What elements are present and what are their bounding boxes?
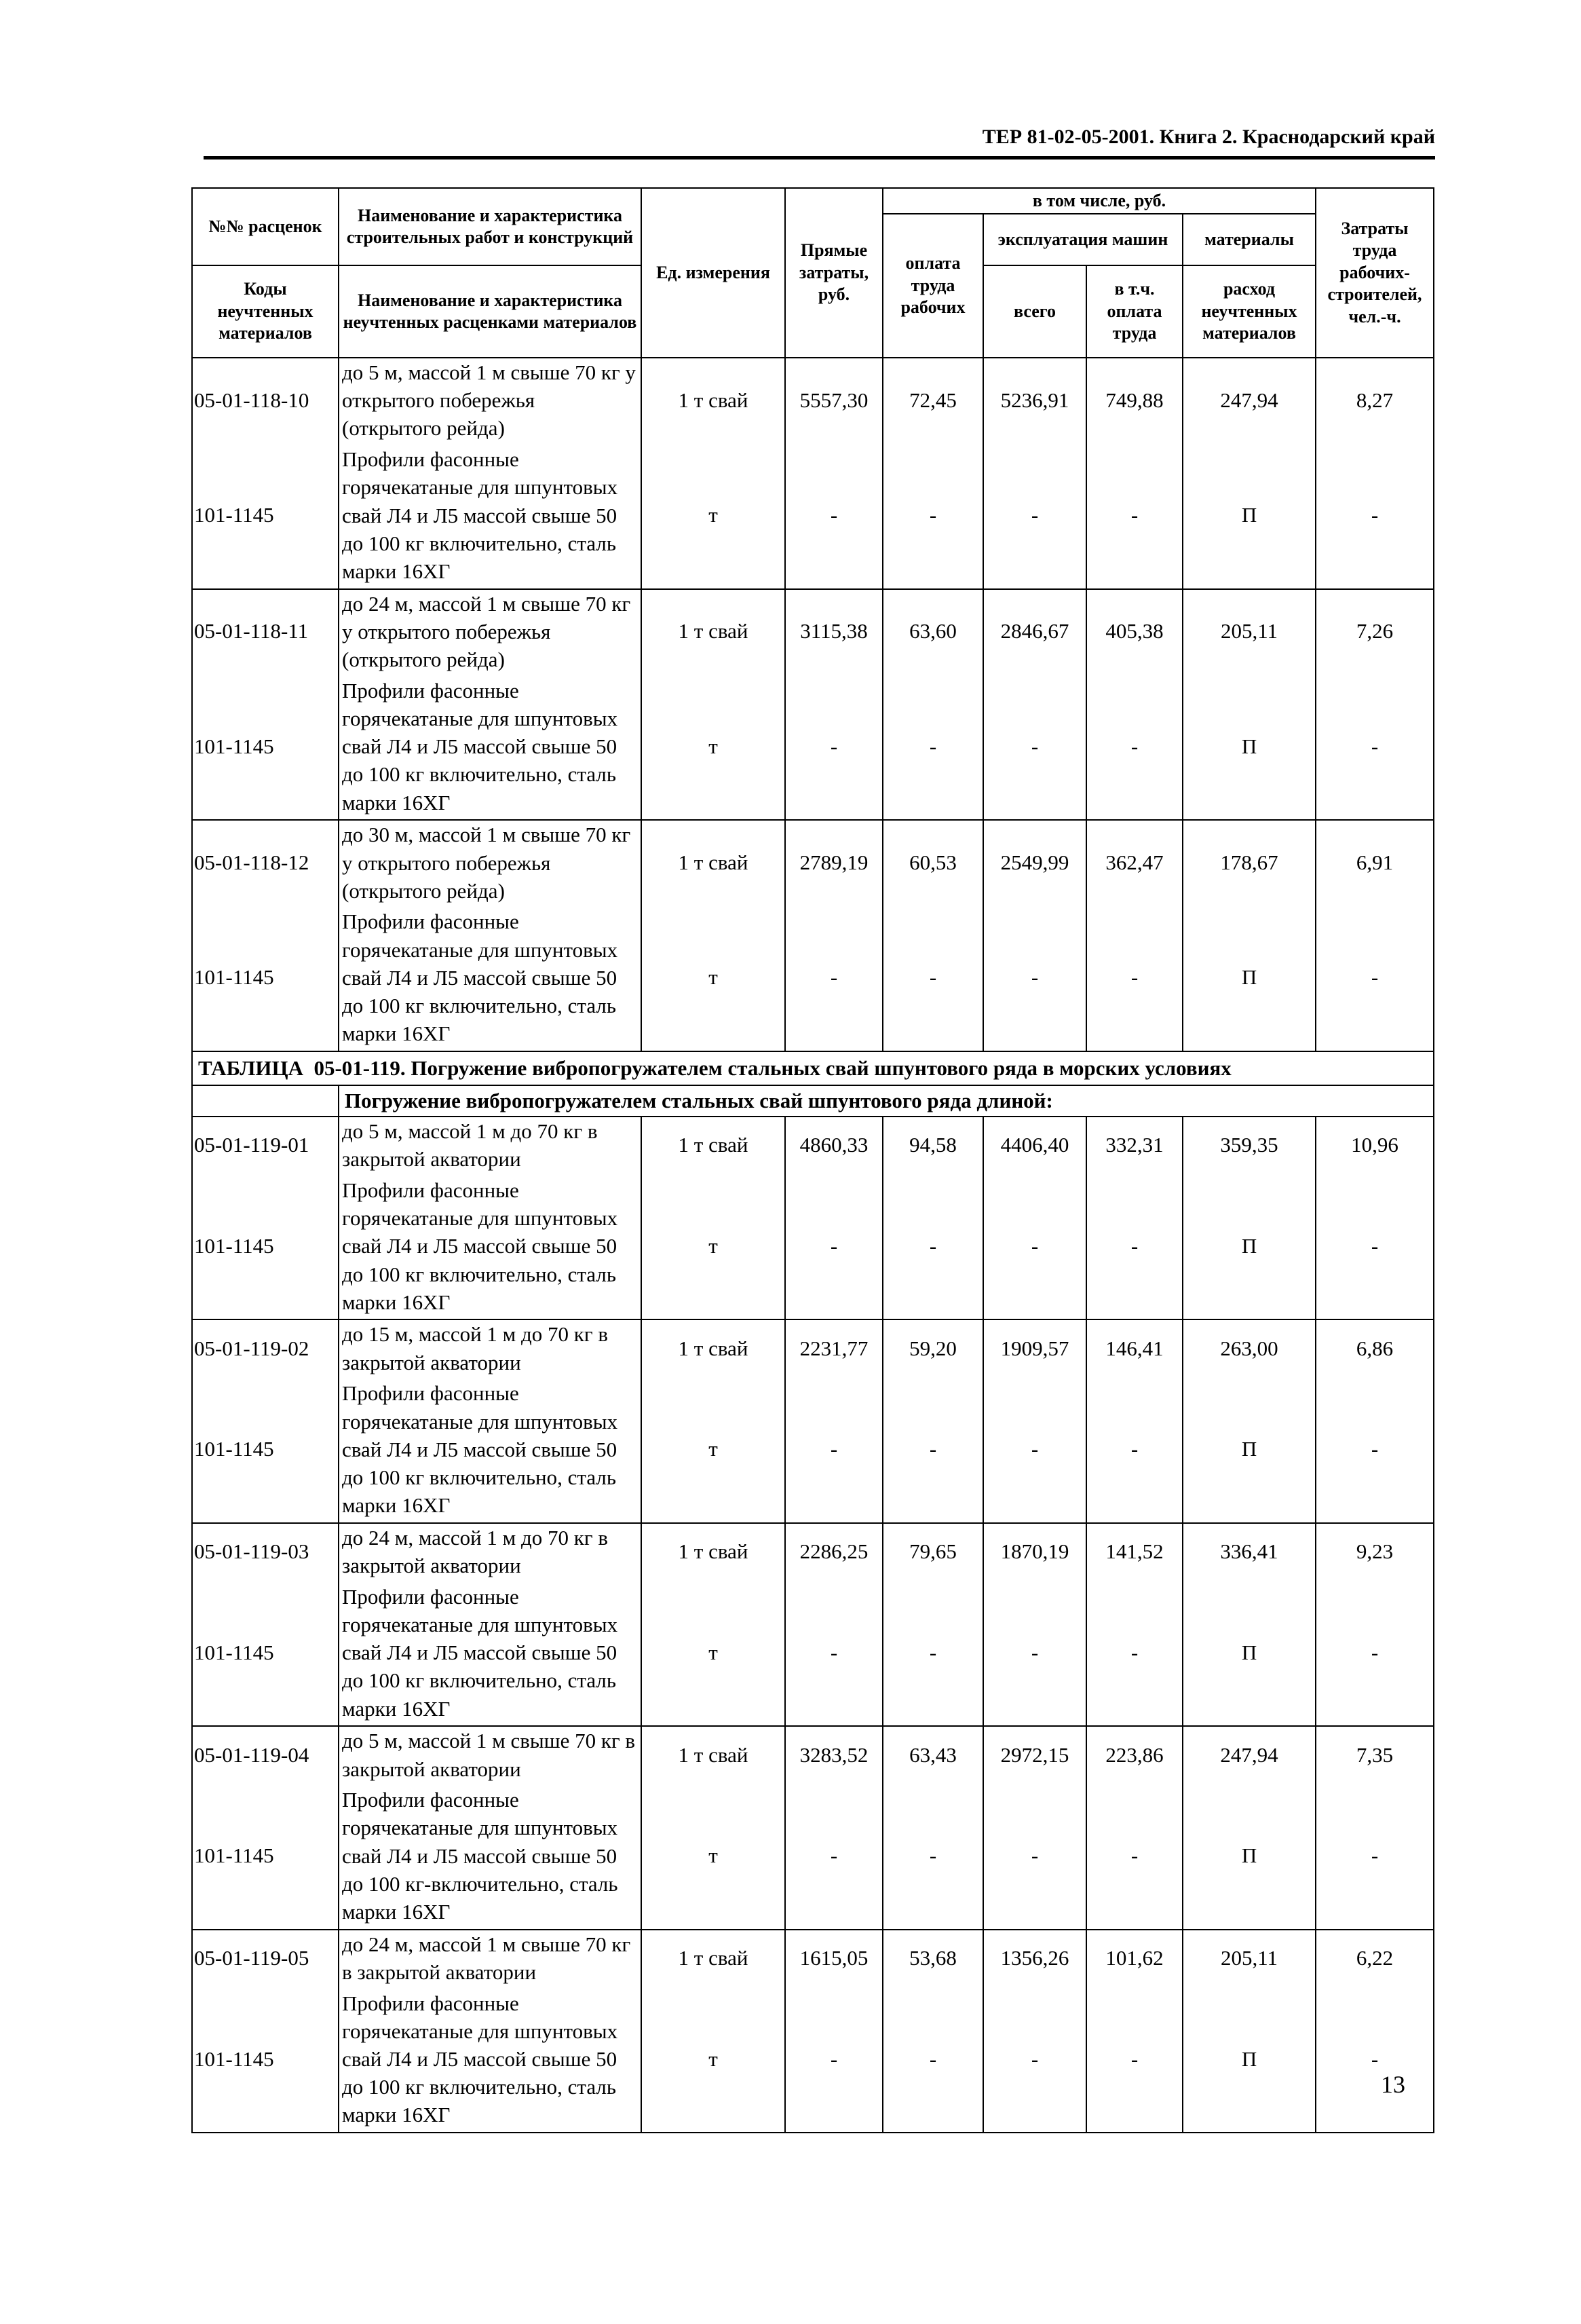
material-code: 101-1145 <box>192 905 339 1051</box>
material-consumption: П <box>1183 1376 1316 1523</box>
material-labor: - <box>1316 1579 1434 1726</box>
material-labor: - <box>1316 1986 1434 2133</box>
rate-unit: 1 т свай <box>641 1726 785 1782</box>
material-unit: т <box>641 1579 785 1726</box>
rate-code: 05-01-119-03 <box>192 1523 339 1579</box>
material-machines-wages: - <box>1086 1376 1183 1523</box>
material-code: 101-1145 <box>192 1376 339 1523</box>
rate-row <box>192 589 1434 674</box>
rows-table-118 <box>192 358 1434 1051</box>
material-labor: - <box>1316 1173 1434 1319</box>
material-description: Профили фасонные горячекатаные для шпунтовых свай Л4 и Л5 массой свыше 50 до 100 кг включительно, сталь марки 16ХГ <box>339 1173 641 1319</box>
rate-description: до 24 м, массой 1 м до 70 кг в закрытой акватории <box>339 1523 641 1579</box>
rate-description: до 30 м, массой 1 м свыше 70 кг у открытого побережья (открытого рейда) <box>339 820 641 905</box>
material-description: Профили фасонные горячекатаные для шпунтовых свай Л4 и Л5 массой свыше 50 до 100 кг-включительно, сталь марки 16ХГ <box>339 1783 641 1930</box>
rate-machines-total: 1356,26 <box>983 1930 1086 1986</box>
material-direct-cost: - <box>785 1579 883 1726</box>
rate-row <box>192 358 1434 443</box>
rate-machines-total: 1909,57 <box>983 1319 1086 1376</box>
rate-materials: 247,94 <box>1183 1726 1316 1782</box>
rate-wages: 79,65 <box>883 1523 983 1579</box>
rate-machines-wages: 362,47 <box>1086 820 1183 905</box>
material-description: Профили фасонные горячекатаные для шпунтовых свай Л4 и Л5 массой свыше 50 до 100 кг включительно, сталь марки 16ХГ <box>339 1376 641 1523</box>
material-wages: - <box>883 1986 983 2133</box>
material-wages: - <box>883 1173 983 1319</box>
rate-description: до 15 м, массой 1 м до 70 кг в закрытой акватории <box>339 1319 641 1376</box>
header-rule <box>204 156 1435 160</box>
rate-row <box>192 820 1434 905</box>
col-header-direct: Прямые затраты, руб. <box>785 188 883 358</box>
rate-row <box>192 1523 1434 1579</box>
material-description: Профили фасонные горячекатаные для шпунтовых свай Л4 и Л5 массой свыше 50 до 100 кг включительно, сталь марки 16ХГ <box>339 1986 641 2133</box>
rate-machines-wages: 101,62 <box>1086 1930 1183 1986</box>
material-direct-cost: - <box>785 673 883 820</box>
rate-wages: 59,20 <box>883 1319 983 1376</box>
material-direct-cost: - <box>785 1783 883 1930</box>
rate-wages: 94,58 <box>883 1117 983 1173</box>
material-row <box>192 1783 1434 1930</box>
rate-materials: 205,11 <box>1183 589 1316 674</box>
material-machines-wages: - <box>1086 443 1183 589</box>
rate-labor: 9,23 <box>1316 1523 1434 1579</box>
material-consumption: П <box>1183 1579 1316 1726</box>
rate-direct-cost: 2231,77 <box>785 1319 883 1376</box>
rate-machines-total: 2846,67 <box>983 589 1086 674</box>
rate-unit: 1 т свай <box>641 589 785 674</box>
col-header-wages: оплата труда рабочих <box>883 214 983 358</box>
page-number: 13 <box>1381 2071 1405 2098</box>
material-machines-wages: - <box>1086 1783 1183 1930</box>
material-unit: т <box>641 905 785 1051</box>
rate-description: до 24 м, массой 1 м свыше 70 кг в закрытой акватории <box>339 1930 641 1986</box>
col-header-labor: Затраты труда рабочих-строителей, чел.-ч. <box>1316 188 1434 358</box>
rate-direct-cost: 3283,52 <box>785 1726 883 1782</box>
col-header-materials: материалы <box>1183 214 1316 265</box>
rate-wages: 63,60 <box>883 589 983 674</box>
rate-labor: 8,27 <box>1316 358 1434 443</box>
material-unit: т <box>641 673 785 820</box>
material-wages: - <box>883 1376 983 1523</box>
material-machines-total: - <box>983 443 1086 589</box>
table-label: ТАБЛИЦА <box>198 1055 303 1080</box>
material-code: 101-1145 <box>192 1579 339 1726</box>
rate-direct-cost: 1615,05 <box>785 1930 883 1986</box>
material-code: 101-1145 <box>192 1173 339 1319</box>
rate-machines-total: 5236,91 <box>983 358 1086 443</box>
rate-labor: 10,96 <box>1316 1117 1434 1173</box>
col-header-incl: в том числе, руб. <box>883 188 1316 214</box>
rate-direct-cost: 2789,19 <box>785 820 883 905</box>
material-description: Профили фасонные горячекатаные для шпунтовых свай Л4 и Л5 массой свыше 50 до 100 кг включительно, сталь марки 16ХГ <box>339 673 641 820</box>
rate-row <box>192 1319 1434 1376</box>
col-header-code-materials: Коды неучтенных материалов <box>192 265 339 358</box>
material-wages: - <box>883 443 983 589</box>
col-header-name-materials: Наименование и характеристика неучтенных расценками материалов <box>339 265 641 358</box>
material-labor: - <box>1316 1783 1434 1930</box>
material-machines-wages: - <box>1086 673 1183 820</box>
material-row <box>192 673 1434 820</box>
material-labor: - <box>1316 905 1434 1051</box>
rate-machines-wages: 223,86 <box>1086 1726 1183 1782</box>
material-machines-total: - <box>983 673 1086 820</box>
material-row <box>192 1173 1434 1319</box>
col-header-materials-sub: расход неучтенных материалов <box>1183 265 1316 358</box>
material-description: Профили фасонные горячекатаные для шпунтовых свай Л4 и Л5 массой свыше 50 до 100 кг включительно, сталь марки 16ХГ <box>339 905 641 1051</box>
rate-code: 05-01-119-04 <box>192 1726 339 1782</box>
rate-unit: 1 т свай <box>641 1523 785 1579</box>
rate-code: 05-01-119-02 <box>192 1319 339 1376</box>
rate-unit: 1 т свай <box>641 1319 785 1376</box>
rate-labor: 6,22 <box>1316 1930 1434 1986</box>
rate-code: 05-01-118-12 <box>192 820 339 905</box>
material-consumption: П <box>1183 905 1316 1051</box>
col-header-machines-total: всего <box>983 265 1086 358</box>
material-direct-cost: - <box>785 1986 883 2133</box>
header-title: ТЕР 81-02-05-2001. Книга 2. Краснодарский край <box>982 126 1435 148</box>
material-wages: - <box>883 905 983 1051</box>
rate-materials: 359,35 <box>1183 1117 1316 1173</box>
rate-machines-wages: 405,38 <box>1086 589 1183 674</box>
rate-labor: 6,91 <box>1316 820 1434 905</box>
material-description: Профили фасонные горячекатаные для шпунтовых свай Л4 и Л5 массой свыше 50 до 100 кг включительно, сталь марки 16ХГ <box>339 443 641 589</box>
material-direct-cost: - <box>785 1173 883 1319</box>
material-row <box>192 905 1434 1051</box>
rate-labor: 6,86 <box>1316 1319 1434 1376</box>
rate-row <box>192 1117 1434 1173</box>
rate-machines-total: 2549,99 <box>983 820 1086 905</box>
rate-code: 05-01-119-05 <box>192 1930 339 1986</box>
section-code-cell <box>192 1085 339 1117</box>
rate-labor: 7,26 <box>1316 589 1434 674</box>
material-consumption: П <box>1183 443 1316 589</box>
material-machines-total: - <box>983 1579 1086 1726</box>
section-title: Погружение вибропогружателем стальных свай шпунтового ряда длиной: <box>339 1085 1434 1117</box>
material-machines-wages: - <box>1086 1579 1183 1726</box>
rate-unit: 1 т свай <box>641 1117 785 1173</box>
material-code: 101-1145 <box>192 1783 339 1930</box>
material-unit: т <box>641 1783 785 1930</box>
rate-direct-cost: 4860,33 <box>785 1117 883 1173</box>
material-wages: - <box>883 1579 983 1726</box>
rate-machines-wages: 332,31 <box>1086 1117 1183 1173</box>
material-consumption: П <box>1183 1173 1316 1319</box>
table-title-text: 05-01-119. Погружение вибропогружателем стальных свай шпунтового ряда в морских условиях <box>313 1055 1232 1080</box>
material-machines-total: - <box>983 1986 1086 2133</box>
rate-machines-wages: 141,52 <box>1086 1523 1183 1579</box>
material-unit: т <box>641 1376 785 1523</box>
rows-table-119 <box>192 1117 1434 2133</box>
material-description: Профили фасонные горячекатаные для шпунтовых свай Л4 и Л5 массой свыше 50 до 100 кг включительно, сталь марки 16ХГ <box>339 1579 641 1726</box>
material-machines-wages: - <box>1086 905 1183 1051</box>
material-machines-total: - <box>983 1376 1086 1523</box>
rate-description: до 5 м, массой 1 м свыше 70 кг у открытого побережья (открытого рейда) <box>339 358 641 443</box>
page-header <box>204 126 1435 160</box>
rate-wages: 63,43 <box>883 1726 983 1782</box>
rate-wages: 60,53 <box>883 820 983 905</box>
material-wages: - <box>883 1783 983 1930</box>
material-consumption: П <box>1183 1986 1316 2133</box>
table-title <box>192 1051 1434 1085</box>
rate-labor: 7,35 <box>1316 1726 1434 1782</box>
material-machines-wages: - <box>1086 1986 1183 2133</box>
rate-unit: 1 т свай <box>641 1930 785 1986</box>
rate-materials: 247,94 <box>1183 358 1316 443</box>
material-direct-cost: - <box>785 443 883 589</box>
material-row <box>192 1986 1434 2133</box>
rate-description: до 24 м, массой 1 м свыше 70 кг у открытого побережья (открытого рейда) <box>339 589 641 674</box>
material-row <box>192 1376 1434 1523</box>
material-machines-total: - <box>983 1783 1086 1930</box>
rate-description: до 5 м, массой 1 м до 70 кг в закрытой акватории <box>339 1117 641 1173</box>
rate-code: 05-01-118-11 <box>192 589 339 674</box>
material-consumption: П <box>1183 1783 1316 1930</box>
material-machines-wages: - <box>1086 1173 1183 1319</box>
rate-materials: 336,41 <box>1183 1523 1316 1579</box>
rate-unit: 1 т свай <box>641 820 785 905</box>
rate-materials: 205,11 <box>1183 1930 1316 1986</box>
rate-machines-wages: 146,41 <box>1086 1319 1183 1376</box>
material-unit: т <box>641 1173 785 1319</box>
material-labor: - <box>1316 1376 1434 1523</box>
material-unit: т <box>641 443 785 589</box>
rates-table <box>191 187 1434 2133</box>
rate-unit: 1 т свай <box>641 358 785 443</box>
col-header-code: №№ расценок <box>192 188 339 265</box>
rate-materials: 178,67 <box>1183 820 1316 905</box>
rate-machines-total: 1870,19 <box>983 1523 1086 1579</box>
col-header-name: Наименование и характеристика строительных работ и конструкций <box>339 188 641 265</box>
material-code: 101-1145 <box>192 443 339 589</box>
col-header-machines: эксплуатация машин <box>983 214 1183 265</box>
material-code: 101-1145 <box>192 1986 339 2133</box>
material-machines-total: - <box>983 1173 1086 1319</box>
rate-wages: 53,68 <box>883 1930 983 1986</box>
material-unit: т <box>641 1986 785 2133</box>
rate-machines-total: 4406,40 <box>983 1117 1086 1173</box>
material-labor: - <box>1316 443 1434 589</box>
rate-code: 05-01-119-01 <box>192 1117 339 1173</box>
rate-row <box>192 1726 1434 1782</box>
rate-description: до 5 м, массой 1 м свыше 70 кг в закрытой акватории <box>339 1726 641 1782</box>
rate-materials: 263,00 <box>1183 1319 1316 1376</box>
material-direct-cost: - <box>785 1376 883 1523</box>
material-direct-cost: - <box>785 905 883 1051</box>
material-wages: - <box>883 673 983 820</box>
rate-direct-cost: 2286,25 <box>785 1523 883 1579</box>
rate-direct-cost: 3115,38 <box>785 589 883 674</box>
rate-machines-wages: 749,88 <box>1086 358 1183 443</box>
rate-code: 05-01-118-10 <box>192 358 339 443</box>
rate-direct-cost: 5557,30 <box>785 358 883 443</box>
material-row <box>192 443 1434 589</box>
material-row <box>192 1579 1434 1726</box>
rate-row <box>192 1930 1434 1986</box>
rate-machines-total: 2972,15 <box>983 1726 1086 1782</box>
material-labor: - <box>1316 673 1434 820</box>
col-header-machines-wages: в т.ч. оплата труда <box>1086 265 1183 358</box>
material-machines-total: - <box>983 905 1086 1051</box>
col-header-unit: Ед. измерения <box>641 188 785 358</box>
rate-wages: 72,45 <box>883 358 983 443</box>
material-code: 101-1145 <box>192 673 339 820</box>
material-consumption: П <box>1183 673 1316 820</box>
